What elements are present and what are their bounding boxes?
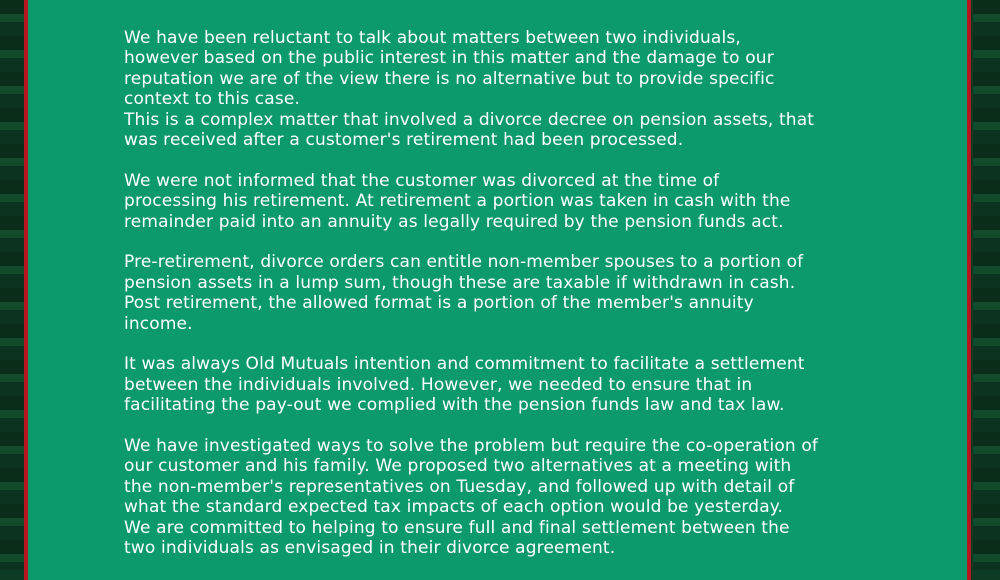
paragraph-intention: It was always Old Mutuals intention and commitment to facilitate a settlement between the individuals involved. However, we needed to ensure that in facilitating the pay-out we complied with the pension funds law and tax law.	[124, 354, 805, 416]
paragraph-not-informed: We were not informed that the customer was divorced at the time of processing his retirement. At retirement a portion was taken in cash with the remainder paid into an annuity as legally required by the pension funds act.	[124, 170, 791, 232]
paragraph-complex-matter: This is a complex matter that involved a divorce decree on pension assets, that was received after a customer's retirement had been processed.	[124, 109, 815, 151]
statement-text	[124, 28, 914, 579]
paragraph-intro: We have been reluctant to talk about matters between two individuals, however based on the public interest in this matter and the damage to our reputation we are of the view there is no alternative but to provide specific context to this case.	[124, 28, 775, 110]
background-right-pattern	[973, 0, 1000, 570]
paragraph-divorce-orders: Pre-retirement, divorce orders can entitle non-member spouses to a portion of pension assets in a lump sum, though these are taxable if withdrawn in cash. Post retirement, the allowed format is a portion of the member's annuity income.	[124, 252, 804, 334]
background-left-pattern	[0, 0, 26, 570]
paragraph-investigated: We have investigated ways to solve the problem but require the co-operation of our customer and his family. We proposed two alternatives at a meeting with the non-member's representatives on Tuesday, and followed up with detail of what the standard expected tax impacts of each option would be yesterday. We are committed to helping to ensure full and final settlement between the two individuals as envisaged in their divorce agreement.	[124, 436, 819, 559]
